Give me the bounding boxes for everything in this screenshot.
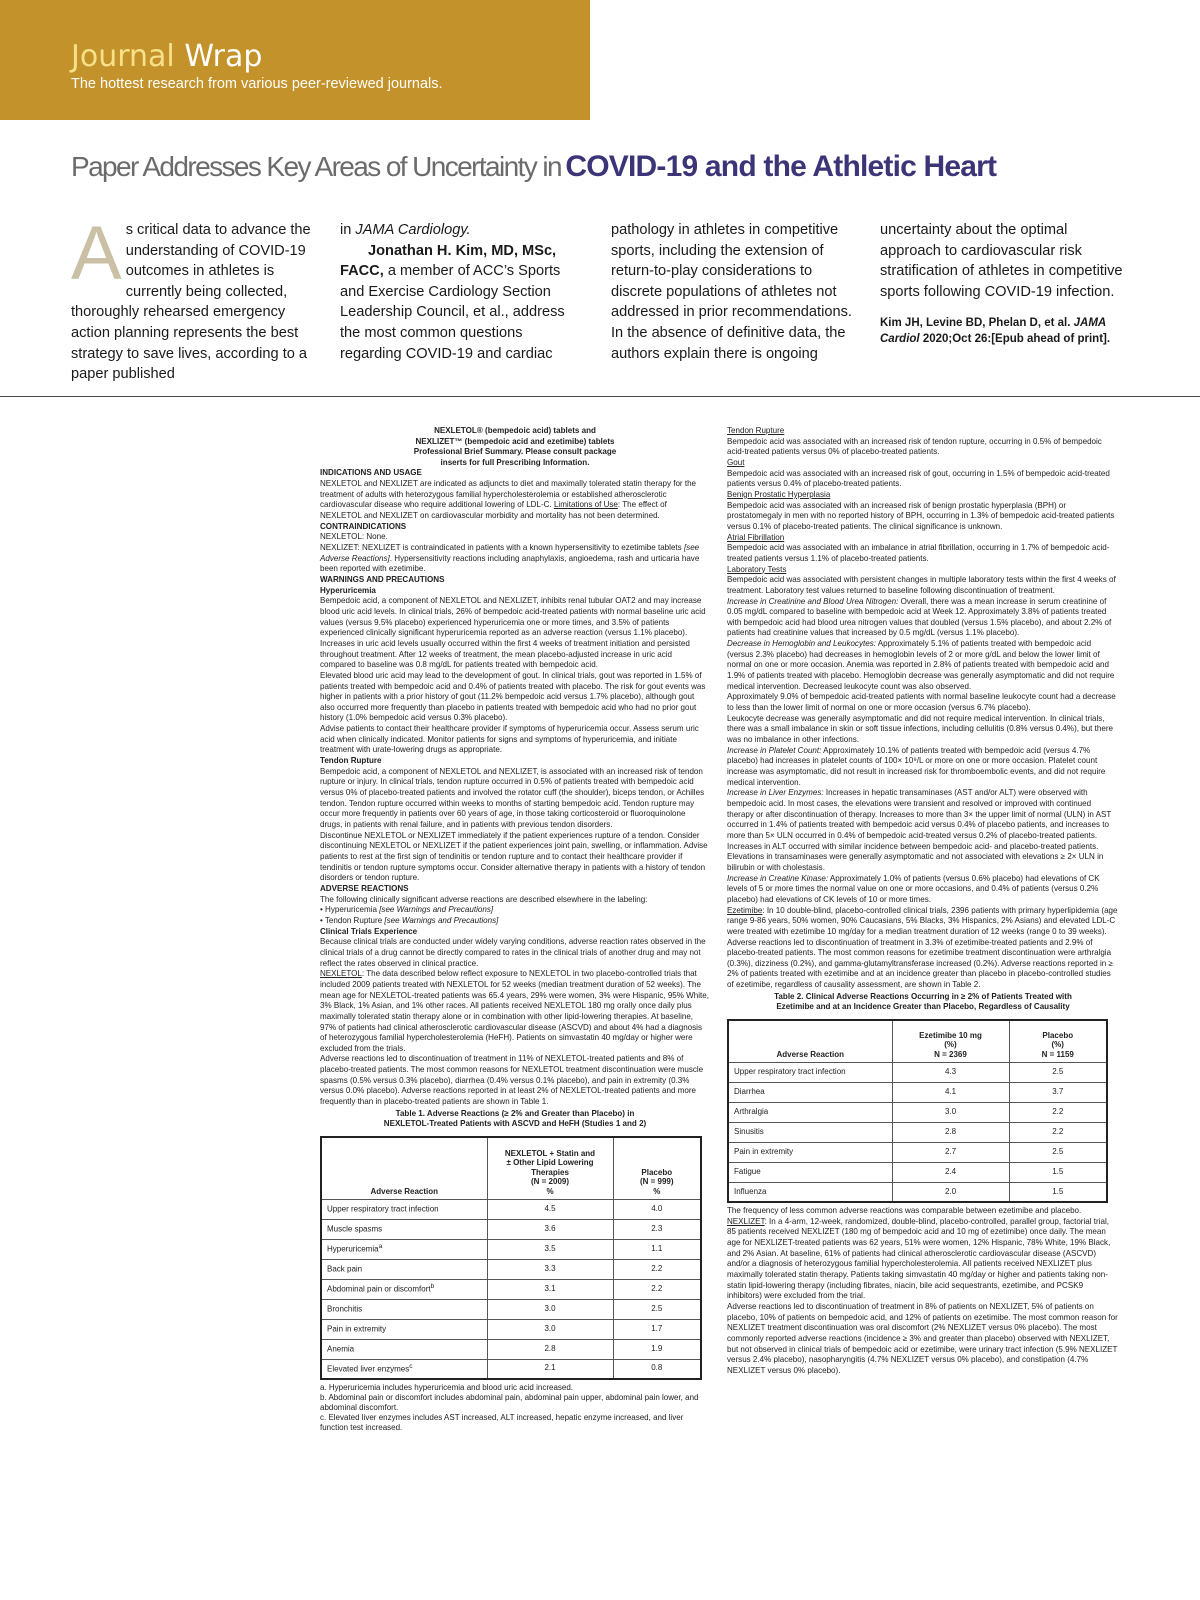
cell-drug: 4.5 — [487, 1199, 613, 1219]
cell-placebo: 4.0 — [613, 1199, 701, 1219]
afib-text: Bempedoic acid was associated with an imbalance in atrial fibrillation, occurring in 1.7% of bempedoic acid-treated patients versus 1.1% of placebo-treated patients. — [727, 543, 1110, 563]
ck-paragraph — [727, 874, 1119, 906]
header-line: % — [653, 1186, 661, 1196]
article-headline — [71, 150, 1171, 194]
adverse-bullet — [320, 916, 710, 927]
header-line: N = 2369 — [934, 1050, 967, 1059]
hyperuricemia-paragraph: Bempedoic acid, a component of NEXLETOL and NEXLIZET, inhibits renal tubular OAT2 and may increase blood uric acid levels. In clinical trials, 26% of bempedoic acid-treated patients with normal baseline uric acid values (versus 9.5% placebo) experienced hyperuricemia one or more times, and 3.5% of patients experienced clinically significant hyperuricemia reported as an adverse reaction (versus 1.1% placebo). Increases in uric acid levels usually occurred within the first 4 weeks of treatment initiation and persisted throughout treatment. After 12 weeks of treatment, the mean placebo-adjusted increase in uric acid compared to baseline was 0.8 mg/dL for patients treated with bempedoic acid. — [320, 596, 706, 670]
ad-title-line: NEXLIZET™ (bempedoic acid and ezetimibe) tablets — [415, 436, 615, 446]
ck-label: Increase in Creatine Kinase: — [727, 873, 829, 883]
bun-text: Overall, there was a mean increase in serum creatinine of 0.05 mg/dL compared to baseline with bempedoic acid at Week 12. Approximately 3.8% of patients treated with bempedoic acid had blood urea nitrogen values that doubled (versus 1.5% placebo), and about 2.2% of patients had creatinine values that increased by 0.5 mg/dL (versus 1.1% placebo). — [727, 596, 1112, 638]
cell-reaction: Arthralgia — [728, 1102, 892, 1122]
ad-title-line: Professional Brief Summary. Please consult package — [413, 447, 617, 457]
indications-text — [320, 479, 710, 522]
table-row — [321, 1239, 701, 1259]
tendon-rupture-label: Tendon Rupture — [727, 426, 785, 435]
table-row — [321, 1259, 701, 1279]
nexletol-label: NEXLETOL — [320, 969, 362, 979]
platelet-label: Increase in Platelet Count: — [727, 745, 822, 755]
header-line: Therapies — [531, 1167, 569, 1177]
ad-title-line: inserts for full Prescribing Information. — [440, 457, 590, 467]
cell-drug: 3.0 — [487, 1319, 613, 1339]
table-row — [728, 1182, 1107, 1202]
frequency-paragraph: The frequency of less common adverse reactions was comparable between ezetimibe and placebo. — [727, 1206, 1082, 1216]
cell-placebo: 2.2 — [1009, 1102, 1107, 1122]
hgb-text: Approximately 5.1% of patients treated with bempedoic acid (versus 2.3% placebo) had decreases in hemoglobin levels of 2 or more g/dL and below the lower limit of normal on one or more occasion. Anemia was reported in 2.8% of patients treated with bempedoic acid and 1.9% of patients treated with placebo. Hemoglobin decrease was generally asymptomatic and did not require medical intervention. Decreased leukocyte count was also observed. — [727, 639, 1115, 691]
bullet-text: • Hyperuricemia — [320, 905, 377, 915]
cell-drug: 2.0 — [892, 1182, 1009, 1202]
cell-placebo: 1.9 — [613, 1339, 701, 1359]
table1-caption-line: NEXLETOL-Treated Patients with ASCVD and HeFH (Studies 1 and 2) — [383, 1119, 647, 1129]
cell-placebo: 2.5 — [613, 1299, 701, 1319]
table2-header-reaction: Adverse Reaction — [728, 1020, 892, 1062]
contraindications-heading: CONTRAINDICATIONS — [320, 521, 407, 531]
header-line: (N = 999) — [639, 1177, 674, 1187]
table2-caption — [727, 992, 1119, 1013]
hyperuricemia-heading: Hyperuricemia — [320, 585, 376, 595]
ad-left-column — [320, 426, 710, 1433]
cell-placebo: 1.5 — [1009, 1162, 1107, 1182]
leukocyte-paragraph: Leukocyte decrease was generally asymptomatic and did not require medical intervention. In clinical trials, there was a small imbalance in skin or soft tissue infections, including cellulitis (0.8% versus 0.4%), but there was no imbalance in other infections. — [727, 713, 1113, 745]
adverse-reactions-table-2 — [727, 1019, 1108, 1203]
cell-reaction: Upper respiratory tract infection — [728, 1062, 892, 1082]
article-journal-name: JAMA Cardiology. — [355, 222, 471, 238]
cell-reaction: Influenza — [728, 1182, 892, 1202]
banner-title — [71, 40, 590, 74]
cell-placebo: 2.2 — [613, 1259, 701, 1279]
ezetimibe-text: : In 10 double-blind, placebo-controlled clinical trials, 2396 patients with primary hyperlipidemia (age range 9-86 years, 50% women, 90% Caucasians, 5% Blacks, 3% Hispanics, 2% Asians) and elevated LDL-C were treated with ezetimibe 10 mg/day for a median treatment duration of 12 weeks (range 0 to 39 weeks). — [727, 905, 1118, 936]
contraindications-line2 — [320, 543, 710, 575]
cell-placebo: 1.7 — [613, 1319, 701, 1339]
hyperuricemia-paragraph: Advise patients to contact their healthcare provider if symptoms of hyperuricemia occur. Assess serum uric acid when clinically indicated. Monitor patients for signs and symptoms of hyperuricemia, and initiate treatment with urate-lowering drugs as appropriate. — [320, 724, 699, 755]
cell-reaction: Bronchitis — [321, 1299, 487, 1319]
table1-caption-line: Table 1. Adverse Reactions (≥ 2% and Greater than Placebo) in — [395, 1108, 635, 1118]
tendon-heading: Tendon Rupture — [320, 756, 382, 766]
cell-reaction: Elevated liver enzymes$^c$ — [321, 1359, 487, 1379]
warnings-heading: WARNINGS AND PRECAUTIONS — [320, 574, 445, 584]
indications-heading: INDICATIONS AND USAGE — [320, 468, 422, 478]
table-row — [728, 1162, 1107, 1182]
cell-placebo: 2.5 — [1009, 1062, 1107, 1082]
cell-drug: 4.3 — [892, 1062, 1009, 1082]
cell-reaction: Pain in extremity — [321, 1319, 487, 1339]
cell-drug: 3.6 — [487, 1219, 613, 1239]
header-line: (%) — [1051, 1040, 1064, 1050]
lab-tests-label: Laboratory Tests — [727, 564, 787, 574]
cell-drug: 3.1 — [487, 1279, 613, 1299]
limitations-label: Limitations of Use — [553, 500, 618, 510]
adverse-heading: ADVERSE REACTIONS — [320, 883, 409, 893]
header-line: (N = 2009) — [530, 1177, 570, 1187]
article-col1-text: s critical data to advance the understanding of COVID-19 outcomes in athletes is currently being collected, thoroughly rehearsed emergency action planning represents the best strategy to save lives, according to a paper published — [71, 222, 311, 383]
lab-tests-text: Bempedoic acid was associated with persistent changes in multiple laboratory tests within the first 4 weeks of treatment. Laboratory test values returned to baseline following discontinuation of treatment. — [727, 575, 1116, 595]
article-col2-text: a member of ACC’s Sports and Exercise Cardiology Section Leadership Council, et al., address the most common questions regarding COVID-19 and cardiac — [340, 263, 565, 362]
citation-journal: JAMA Cardiol — [880, 317, 1106, 345]
adverse-reactions-table-1 — [320, 1136, 702, 1380]
cell-reaction: Diarrhea — [728, 1082, 892, 1102]
indications-body: NEXLETOL and NEXLIZET are indicated as adjuncts to diet and maximally tolerated statin therapy for the treatment of adults with heterozygous familial hypercholesterolemia or established atherosclerotic cardiovascular disease who require additional lowering of LDL-C. — [320, 479, 697, 510]
cell-placebo: 2.3 — [613, 1219, 701, 1239]
liver-paragraph — [727, 788, 1119, 873]
cell-placebo: 1.5 — [1009, 1182, 1107, 1202]
cell-reaction: Muscle spasms — [321, 1219, 487, 1239]
tendon-paragraph: Bempedoic acid, a component of NEXLETOL and NEXLIZET, is associated with an increased risk of tendon rupture or injury. In clinical trials, tendon rupture occurred in 0.5% of patients treated with bempedoic acid versus 0% of placebo-treated patients and involved the rotator cuff (the shoulder), biceps tendon, or Achilles tendon. Tendon rupture occurred within weeks to months of starting bempedoic acid. Tendon rupture may occur more frequently in patients over 60 years of age, in those taking corticosteroid or fluoroquinolone drugs, in patients with renal failure, and in patients with previous tendon disorders. — [320, 766, 705, 830]
hyperuricemia-paragraph: Elevated blood uric acid may lead to the development of gout. In clinical trials, gout was reported in 1.5% of patients treated with bempedoic acid and 0.4% of patients treated with placebo. The risk for gout events was higher in patients with a prior history of gout (11.2% bempedoic acid versus 1.7% placebo), although gout also occurred more frequently than placebo in patients treated with bempedoic acid who had no prior gout history (1.0% bempedoic acid versus 0.3% placebo). — [320, 670, 706, 723]
nexlizet-paragraph-2: Adverse reactions led to discontinuation of treatment in 8% of patients on NEXLIZET, 5% of patients on placebo, 10% of patients on bempedoic acid, and 12% of patients on ezetimibe. The most common reason for NEXLIZET treatment discontinuation was oral discomfort (2% NEXLIZET versus 0% placebo). The most commonly reported adverse reactions (incidence ≥ 3% and greater than placebo) observed with NEXLIZET, but not observed in clinical trials of bempedoic acid or ezetimibe, were urinary tract infection (5.9% NEXLIZET versus 2.4% placebo), nasopharyngitis (4.7% NEXLIZET versus 0% placebo), and constipation (4.7% NEXLIZET versus 0% placebo). — [727, 1302, 1118, 1375]
header-line: Ezetimibe 10 mg — [919, 1030, 982, 1040]
table-row — [321, 1199, 701, 1219]
table-row — [728, 1082, 1107, 1102]
journal-wrap-banner — [0, 0, 590, 120]
bph-text: Bempedoic acid was associated with an increased risk of benign prostatic hyperplasia (BPH) or prostatomegaly in men with no reported history of BPH, occurring in 1.3% of bempedoic acid-treated patients versus 0.1% of placebo-treated patients. The clinical significance is unknown. — [727, 500, 1115, 531]
cell-reaction: Fatigue — [728, 1162, 892, 1182]
article-column-4 — [880, 220, 1130, 347]
nexletol-trials-paragraph — [320, 969, 710, 1054]
afib-label: Atrial Fibrillation — [727, 532, 785, 542]
cell-drug: 3.3 — [487, 1259, 613, 1279]
cell-drug: 2.4 — [892, 1162, 1009, 1182]
contraindications-line1: NEXLETOL: None. — [320, 532, 388, 542]
cell-reaction: Back pain — [321, 1259, 487, 1279]
adverse-bullet — [320, 905, 710, 916]
cell-drug: 2.8 — [487, 1339, 613, 1359]
cell-placebo: 1.1 — [613, 1239, 701, 1259]
bun-label: Increase in Creatinine and Blood Urea Nitrogen: — [727, 596, 899, 606]
cell-drug: 2.1 — [487, 1359, 613, 1379]
table-row — [728, 1142, 1107, 1162]
leukocyte-paragraph: Approximately 9.0% of bempedoic acid-treated patients with normal baseline leukocyte count had a decrease to less than the lower limit of normal on one or more occasion (versus 6.7% placebo). — [727, 692, 1116, 713]
table-row — [321, 1219, 701, 1239]
header-line: N = 1159 — [1041, 1050, 1074, 1059]
article-col2-pre: in — [340, 222, 352, 238]
header-line: NEXLETOL + Statin and — [504, 1148, 596, 1158]
table1-footnote-b: b. Abdominal pain or discomfort includes abdominal pain, abdominal pain upper, abdominal pain lower, and abdominal discomfort. — [320, 1393, 699, 1413]
table-row — [321, 1299, 701, 1319]
cell-placebo: 2.5 — [1009, 1142, 1107, 1162]
header-line: % — [546, 1186, 554, 1196]
hgb-label: Decrease in Hemoglobin and Leukocytes: — [727, 639, 876, 649]
cell-placebo: 3.7 — [1009, 1082, 1107, 1102]
banner-title-word1: Journal — [71, 39, 175, 74]
article-col3-text: pathology in athletes in competitive sports, including the extension of return-to-play considerations to discrete populations of athletes not addressed in prior recommendations. In the absence of definitive data, the authors explain there is ongoing — [611, 222, 852, 362]
table2-caption-line: Table 2. Clinical Adverse Reactions Occurring in ≥ 2% of Patients Treated with — [774, 991, 1072, 1001]
article-column-2 — [340, 220, 580, 364]
nexletol-text: : The data described below reflect exposure to NEXLETOL in two placebo-controlled trials that included 2009 patients treated with NEXLETOL for 52 weeks (median treatment duration of 52 weeks). The mean age for NEXLETOL-treated patients was 65.4 years, 29% were women, 3% were Hispanic, 95% White, 3% Black, 1% Asian, and 1% other races. All patients received NEXLETOL 180 mg orally once daily plus maximally tolerated statin therapy alone or in combination with other lipid-lowering therapies. At baseline, 97% of patients had clinical atherosclerotic cardiovascular disease (ASCVD) and about 4% had a diagnosis of heterozygous familial hypercholesterolemia (HeFH). Patients on simvastatin 40 mg/day or higher were excluded from the trials. — [320, 969, 709, 1053]
platelet-text: Approximately 10.1% of patients treated with bempedoic acid (versus 4.7% placebo) had increases in platelet counts of 100× 10⁹/L or more on one or more occasion. Platelet count increase was asymptomatic, did not result in increased risk for thromboembolic events, and did not require medical intervention. — [727, 745, 1106, 787]
cell-drug: 2.7 — [892, 1142, 1009, 1162]
cell-reaction: Sinusitis — [728, 1122, 892, 1142]
tendon-paragraph: Discontinue NEXLETOL or NEXLIZET immediately if the patient experiences rupture of a tendon. Consider discontinuing NEXLETOL or NEXLIZET if the patient experiences joint pain, swelling, or inflammation. Advise patients to rest at the first sign of tendinitis or tendon rupture and to contact their healthcare provider if tendinitis or tendon rupture symptoms occur. Consider alternative therapy in patients with a history of tendon disorders or tendon rupture. — [320, 830, 708, 883]
table1-caption — [320, 1109, 710, 1130]
bullet-text: • Tendon Rupture — [320, 915, 383, 925]
ezetimibe-paragraph — [727, 906, 1119, 938]
table-row — [728, 1062, 1107, 1082]
table-row — [728, 1102, 1107, 1122]
table1-header-reaction: Adverse Reaction — [321, 1137, 487, 1199]
platelet-paragraph — [727, 746, 1119, 789]
adverse-intro: The following clinically significant adverse reactions are described elsewhere in the labeling: — [320, 894, 648, 904]
hgb-paragraph — [727, 639, 1119, 692]
headline-emphasis: COVID-19 and the Athletic Heart — [565, 150, 997, 183]
ad-right-column — [727, 426, 1119, 1377]
limitations-text: : The effect of NEXLETOL and NEXLIZET on cardiovascular morbidity and mortality has not been determined. — [320, 500, 667, 520]
header-line: (%) — [944, 1040, 957, 1050]
ad-title — [320, 426, 710, 468]
cell-reaction: Abdominal pain or discomfort$^b$ — [321, 1279, 487, 1299]
cell-placebo: 0.8 — [613, 1359, 701, 1379]
gout-text: Bempedoic acid was associated with an increased risk of gout, occurring in 1.5% of bempedoic acid-treated patients versus 0.4% of placebo-treated patients. — [727, 468, 1110, 489]
header-line: Placebo — [1042, 1030, 1074, 1040]
gout-label: Gout — [727, 457, 745, 467]
header-line: ± Other Lipid Lowering — [506, 1158, 594, 1168]
drop-cap: A — [71, 211, 122, 296]
cell-drug: 3.5 — [487, 1239, 613, 1259]
table-row — [321, 1339, 701, 1359]
table1-footnote-a: a. Hyperuricemia includes hyperuricemia and blood uric acid increased. — [320, 1383, 574, 1393]
bph-label: Benign Prostatic Hyperplasia — [727, 489, 831, 499]
article-column-1 — [71, 211, 321, 385]
table-row — [728, 1122, 1107, 1142]
article-col4-text: uncertainty about the optimal approach to cardiovascular risk stratification of athletes in competitive sports following COVID-19 infection. — [880, 222, 1123, 300]
ezetimibe-paragraph-2: Adverse reactions led to discontinuation of treatment in 3.3% of ezetimibe-treated patients and 2.9% of placebo-treated patients. The most common reasons for ezetimibe treatment discontinuation were arthralgia (0.3%), dizziness (0.2%), and gamma-glutamyltransferase increased (0.2%). Adverse reactions reported in ≥ 2% of patients treated with ezetimibe and at an incidence greater than placebo in placebo-controlled studies of ezetimibe, regardless of causality assessment, are shown in Table 2. — [727, 937, 1113, 990]
clinical-trials-heading: Clinical Trials Experience — [320, 926, 418, 936]
citation-authors: Kim JH, Levine BD, Phelan D, et al. — [880, 317, 1071, 330]
nexlizet-paragraph — [727, 1217, 1119, 1302]
ck-text: Approximately 1.0% of patients (versus 0.6% placebo) had elevations of CK levels of 5 or more times the normal value on one or more occasions, and 0.4% of patients (versus 0.2% placebo) had elevations of CK levels of 10 or more times. — [727, 873, 1100, 904]
table1-header-placebo — [613, 1137, 701, 1199]
cell-placebo: 2.2 — [1009, 1122, 1107, 1142]
table-row — [321, 1359, 701, 1379]
table2-header-placebo — [1009, 1020, 1107, 1062]
cell-drug: 3.0 — [487, 1299, 613, 1319]
headline-lead: Paper Addresses Key Areas of Uncertainty in — [71, 151, 561, 182]
cell-placebo: 2.2 — [613, 1279, 701, 1299]
cell-drug: 3.0 — [892, 1102, 1009, 1122]
liver-text: Increases in hepatic transaminases (AST and/or ALT) were observed with bempedoic acid. In most cases, the elevations were transient and resolved or improved with continued therapy or after discontinuation of therapy. Increases to more than 3× the upper limit of normal (ULN) in AST occurred in 1.4% of patients treated with bempedoic acid versus 0.4% of placebo patients, and increases to more than 5× ULN occurred in 0.4% of bempedoic acid-treated versus 0.2% of placebo-treated patients. Increases in ALT occurred with similar incidence between bempedoic acid- and placebo-treated patients. Elevations in transaminases were generally asymptomatic and not associated with elevations ≥ 2× ULN in bilirubin or with cholestasis. — [727, 788, 1112, 872]
cell-reaction: Pain in extremity — [728, 1142, 892, 1162]
contra-post: . Hypersensitivity reactions including anaphylaxis, angioedema, rash and urticaria have been reported with ezetimibe. — [320, 553, 700, 574]
header-line: Placebo — [641, 1167, 673, 1177]
clinical-trials-paragraph: Adverse reactions led to discontinuation of treatment in 11% of NEXLETOL-treated patients and 8% of placebo-treated patients. The most common reasons for NEXLETOL treatment discontinuation were muscle spasms (0.5% versus 0.3% placebo), diarrhea (0.4% versus 0.1% placebo), and pain in extremity (0.3% versus 0.0% placebo). Adverse reactions reported in at least 2% of NEXLETOL-treated patients and more frequently than in placebo-treated patients are shown in Table 1. — [320, 1054, 704, 1107]
article-citation — [880, 316, 1130, 347]
liver-label: Increase in Liver Enzymes: — [727, 788, 824, 798]
table2-header-drug — [892, 1020, 1009, 1062]
bullet-ref: [see Warnings and Precautions] — [384, 915, 499, 925]
ezetimibe-label: Ezetimibe — [727, 905, 763, 915]
cell-reaction: Upper respiratory tract infection — [321, 1199, 487, 1219]
table1-header-drug — [487, 1137, 613, 1199]
section-divider — [0, 396, 1200, 397]
clinical-trials-paragraph: Because clinical trials are conducted under widely varying conditions, adverse reaction rates observed in the clinical trials of a drug cannot be directly compared to rates in the clinical trials of another drug and may not reflect the rates observed in clinical practice. — [320, 937, 706, 968]
article-column-3 — [611, 220, 861, 364]
cell-reaction: Hyperuricemia$^a$ — [321, 1239, 487, 1259]
bullet-ref: [see Warnings and Precautions] — [379, 905, 494, 915]
banner-title-word2: Wrap — [184, 39, 263, 74]
nexlizet-text: : In a 4-arm, 12-week, randomized, double-blind, placebo-controlled, parallel group, factorial trial, 85 patients received NEXLIZET (180 mg of bempedoic acid and 10 mg of ezetimibe) once daily. The mean age for NEXLIZET-treated patients was 62 years, 51% were women, 12% Hispanic, 78% White, 19% Black, and 2% Asian. At baseline, 61% of patients had clinical atherosclerotic cardiovascular disease (ASCVD) and/or a diagnosis of heterozygous familial hypercholesterolemia. All patients received NEXLIZET plus maximally tolerated statin therapy. Patients taking simvastatin 40 mg/day or higher and patients taking non-statin lipid-lowering therapy (including fibrates, niacin, bile acid sequestrants, ezetimibe, and PCSK9 inhibitors) were excluded from the trial. — [727, 1216, 1111, 1301]
ad-title-line: NEXLETOL® (bempedoic acid) tablets and — [434, 426, 596, 435]
citation-date: 2020;Oct 26:[Epub ahead of print]. — [922, 332, 1111, 345]
cell-drug: 2.8 — [892, 1122, 1009, 1142]
contra-text: NEXLIZET: NEXLIZET is contraindicated in patients with a known hypersensitivity to ezetimibe tablets — [320, 542, 682, 552]
article-author-name: Jonathan H. Kim, MD, MSc, FACC, — [340, 242, 557, 280]
table1-footnote-c: c. Elevated liver enzymes includes AST increased, ALT increased, hepatic enzyme increased, and liver function test increased. — [320, 1413, 684, 1433]
table-row — [321, 1319, 701, 1339]
cell-reaction: Anemia — [321, 1339, 487, 1359]
nexlizet-label: NEXLIZET — [727, 1216, 765, 1226]
banner-subtitle: The hottest research from various peer-reviewed journals. — [71, 76, 443, 92]
tendon-rupture-text: Bempedoic acid was associated with an increased risk of tendon rupture, occurring in 0.5% of bempedoic acid-treated patients versus 0% of placebo-treated patients. — [727, 436, 1102, 457]
table-row — [321, 1279, 701, 1299]
bun-paragraph — [727, 597, 1119, 640]
table2-caption-line: Ezetimibe and at an Incidence Greater than Placebo, Regardless of Causality — [776, 1002, 1070, 1012]
cell-drug: 4.1 — [892, 1082, 1009, 1102]
contra-ref: [see Adverse Reactions] — [320, 542, 700, 563]
